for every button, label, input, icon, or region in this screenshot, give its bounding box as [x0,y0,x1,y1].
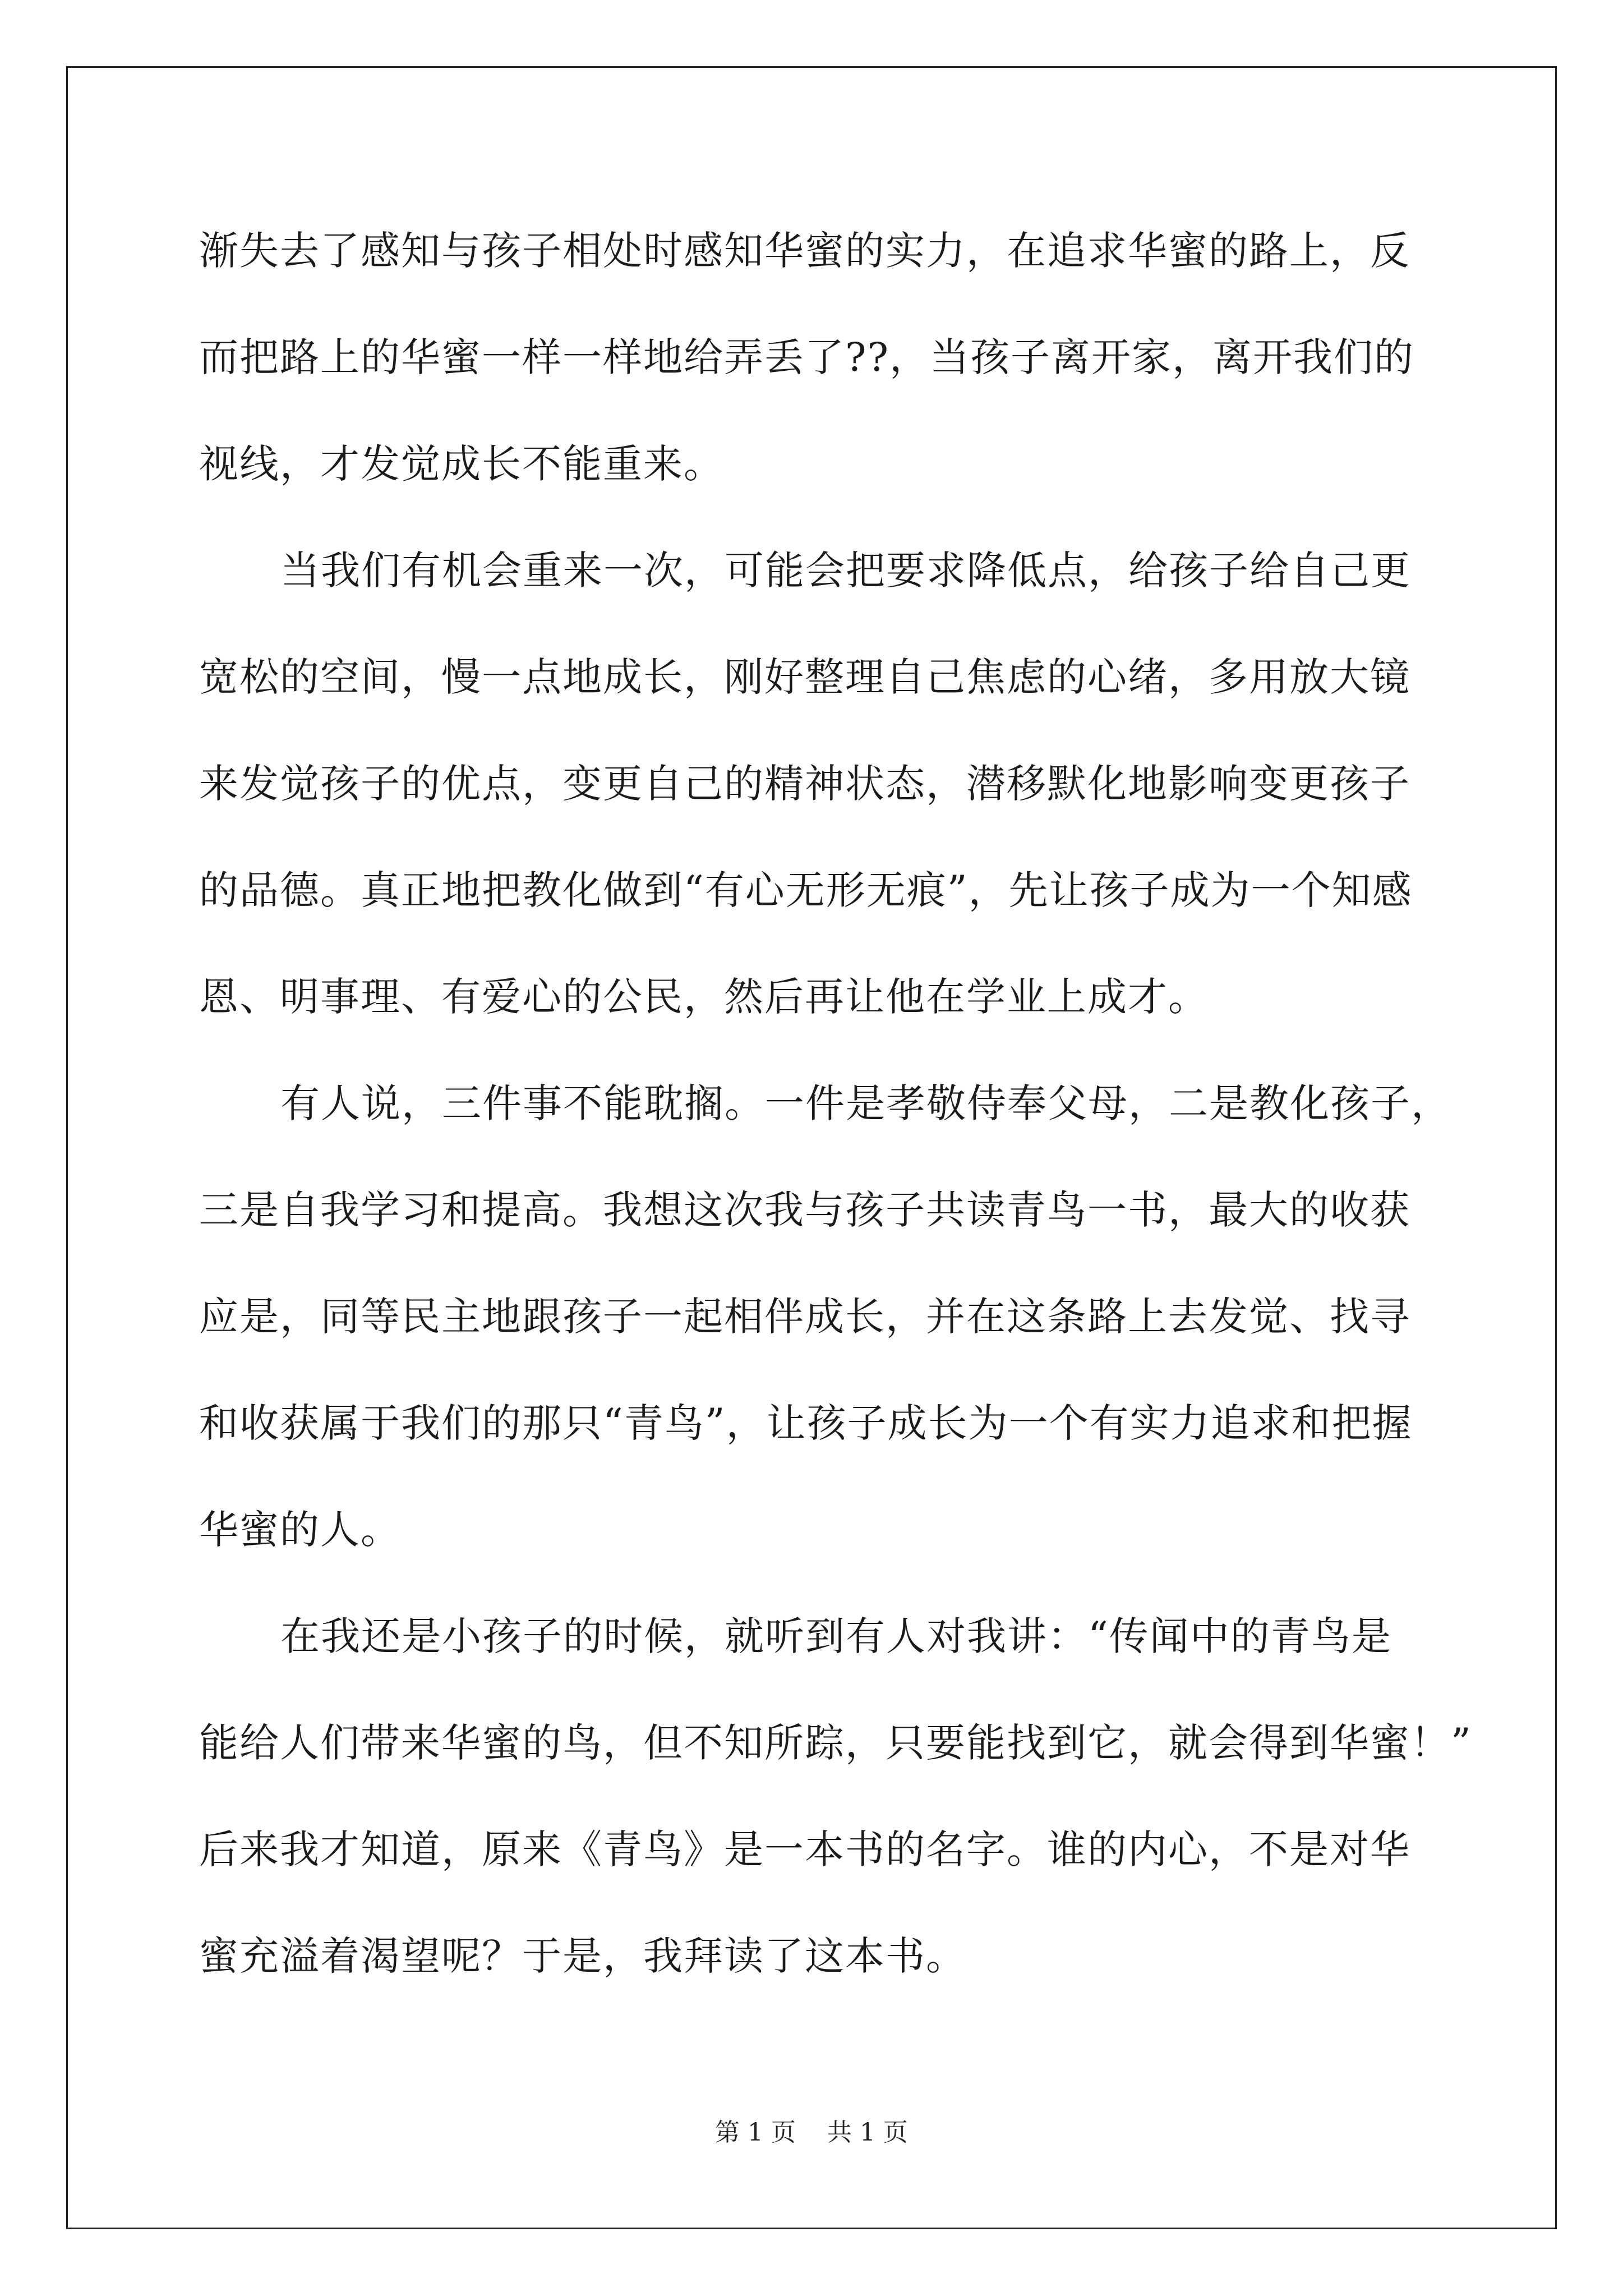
text-line-1: 渐失去了感知与孩子相处时感知华蜜的实力，在追求华蜜的路上，反 [199,228,1410,274]
text-line-16: 后来我才知道，原来《青鸟》是一本书的名字。谁的内心，不是对华 [199,1826,1410,1872]
page-number: 第 1 页 [715,2118,796,2147]
text-line-8: 恩、明事理、有爱心的公民，然后再让他在学业上成才。 [199,974,1209,1020]
text-line-11: 应是，同等民主地跟孩子一起相伴成长，并在这条路上去发觉、找寻 [199,1294,1410,1340]
text-line-7: 的品德。真正地把教化做到“有心无形无痕”，先让孩子成为一个知感 [199,867,1413,913]
text-line-12: 和收获属于我们的那只“青鸟”，让孩子成长为一个有实力追求和把握 [199,1400,1413,1446]
text-line-2: 而把路上的华蜜一样一样地给弄丢了??，当孩子离开家，离开我们的 [199,334,1415,380]
text-line-14: 在我还是小孩子的时候，就听到有人对我讲：“传闻中的青鸟是 [280,1613,1392,1659]
page-total: 共 1 页 [827,2118,908,2147]
text-line-10: 三是自我学习和提高。我想这次我与孩子共读青鸟一书，最大的收获 [199,1187,1410,1233]
text-line-17: 蜜充溢着渴望呢？于是，我拜读了这本书。 [199,1933,966,1979]
text-line-9: 有人说，三件事不能耽搁。一件是孝敬侍奉父母，二是教化孩子， [280,1080,1451,1126]
text-line-13: 华蜜的人。 [199,1507,401,1553]
text-line-5: 宽松的空间，慢一点地成长，刚好整理自己焦虑的心绪，多用放大镜 [199,654,1410,700]
text-line-6: 来发觉孩子的优点，变更自己的精神状态，潜移默化地影响变更孩子 [199,761,1410,807]
text-line-4: 当我们有机会重来一次，可能会把要求降低点，给孩子给自己更 [280,547,1411,593]
document-body [199,209,1472,2021]
page-footer [0,2112,1623,2148]
text-line-3: 视线，才发觉成长不能重来。 [199,441,724,487]
text-line-15: 能给人们带来华蜜的鸟，但不知所踪，只要能找到它，就会得到华蜜！” [199,1720,1472,1766]
